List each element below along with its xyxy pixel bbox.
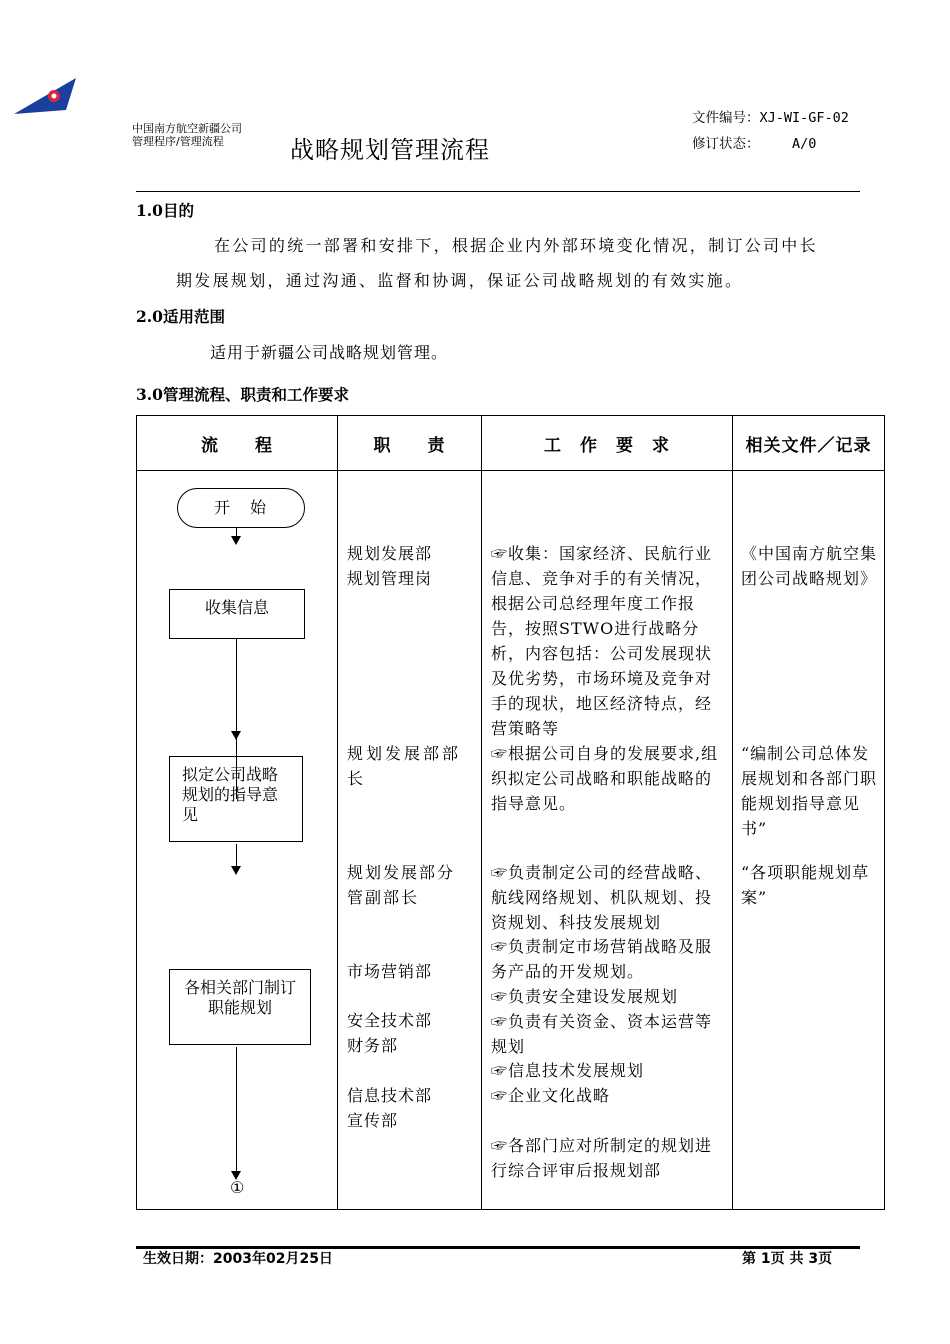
document-meta [692,110,870,153]
effective-date: 生效日期：2003年02月25日 [143,1251,333,1267]
process-heading: 3.0管理流程、职责和工作要求 [136,385,349,404]
req-review-submit: ☞各部门应对所制定的规划进行综合评审后报规划部 [491,1136,713,1180]
logo-tail-shape [14,78,76,114]
page-title: 战略规划管理流程 [290,136,490,164]
company-name [132,122,242,148]
purpose-heading: 1.0目的 [136,201,194,220]
header-flow: 流 程 [137,416,338,471]
purpose-text-line-2: 期发展规划，通过沟通、监督和协调，保证公司战略规划的有效实施。 [176,271,744,290]
flow-connector-1: ① [230,1178,245,1197]
flow-line [236,844,237,868]
req-business-strategy: ☞负责制定公司的经营战略、航线网络规划、机队规划、投资规划、科技发展规划 [491,863,713,932]
req-finance-plan: ☞负责有关资金、资本运营等规划 [491,1012,713,1056]
company-logo [14,76,76,118]
req-it-plan: ☞信息技术发展规划 [491,1061,645,1080]
flow-line [236,1047,237,1172]
req-draft-guidance: ☞根据公司自身的发展要求,组织拟定公司战略和职能战略的指导意见。 [491,744,719,813]
record-plan-drafts: “各项职能规划草案” [741,863,870,907]
req-collect-info: ☞收集：国家经济、民航行业信息、竞争对手的有关情况，根据公司总经理年度工作报告，按照STWO进行战略分析，内容包括：公司发展现状及优劣势，市场环境及竞争对手的现状，地区经济特点，经营策略等 [491,544,713,738]
revision-label: 修订状态： [692,136,760,152]
header-duty: 职 责 [338,416,482,471]
record-guidance-doc: “编制公司总体发展规划和各部门职能规划指导意见书” [741,744,878,838]
header-requirements: 工 作 要 求 [482,416,733,471]
duty-safety-finance: 安全技术部 财务部 [347,1011,433,1055]
header-divider [136,191,860,192]
duty-it-publicity: 信息技术部 宣传部 [347,1086,433,1130]
flow-arrow [231,731,241,740]
req-culture-strategy: ☞企业文化战略 [491,1086,611,1105]
duty-planning-post: 规划发展部 规划管理岗 [347,544,433,588]
flow-start-terminal: 开 始 [177,488,305,528]
page-indicator: 第 1页 共 3页 [742,1251,833,1267]
revision-value: A/0 [792,136,817,152]
scope-text: 适用于新疆公司战略规划管理。 [210,343,449,362]
duty-planning-head: 规划发展部部长 [347,744,462,788]
flow-step-collect-info: 收集信息 [169,589,305,639]
flow-step-dept-plans: 各相关部门制订职能规划 [169,969,311,1045]
record-group-strategy: 《中国南方航空集团公司战略规划》 [741,544,878,588]
scope-heading: 2.0适用范围 [136,307,225,326]
doc-number-label: 文件编号： [692,110,760,126]
purpose-text-line-1: 在公司的统一部署和安排下，根据企业内外部环境变化情况，制订公司中长 [214,236,818,255]
req-safety-plan: ☞负责安全建设发展规划 [491,987,679,1006]
req-marketing-strategy: ☞负责制定市场营销战略及服务产品的开发规划。 [491,937,713,981]
doc-number-value: XJ-WI-GF-02 [759,110,849,126]
duty-planning-deputy: 规划发展部分管副部长 [347,863,456,907]
flow-step-draft-guidance: 拟定公司战略规划的指导意见 [169,756,303,842]
flow-arrow [231,536,241,545]
company-line-1: 中国南方航空新疆公司 [132,122,242,135]
header-records: 相关文件／记录 [733,416,885,471]
company-line-2: 管理程序/管理流程 [132,135,224,148]
duty-marketing: 市场营销部 [347,962,433,981]
